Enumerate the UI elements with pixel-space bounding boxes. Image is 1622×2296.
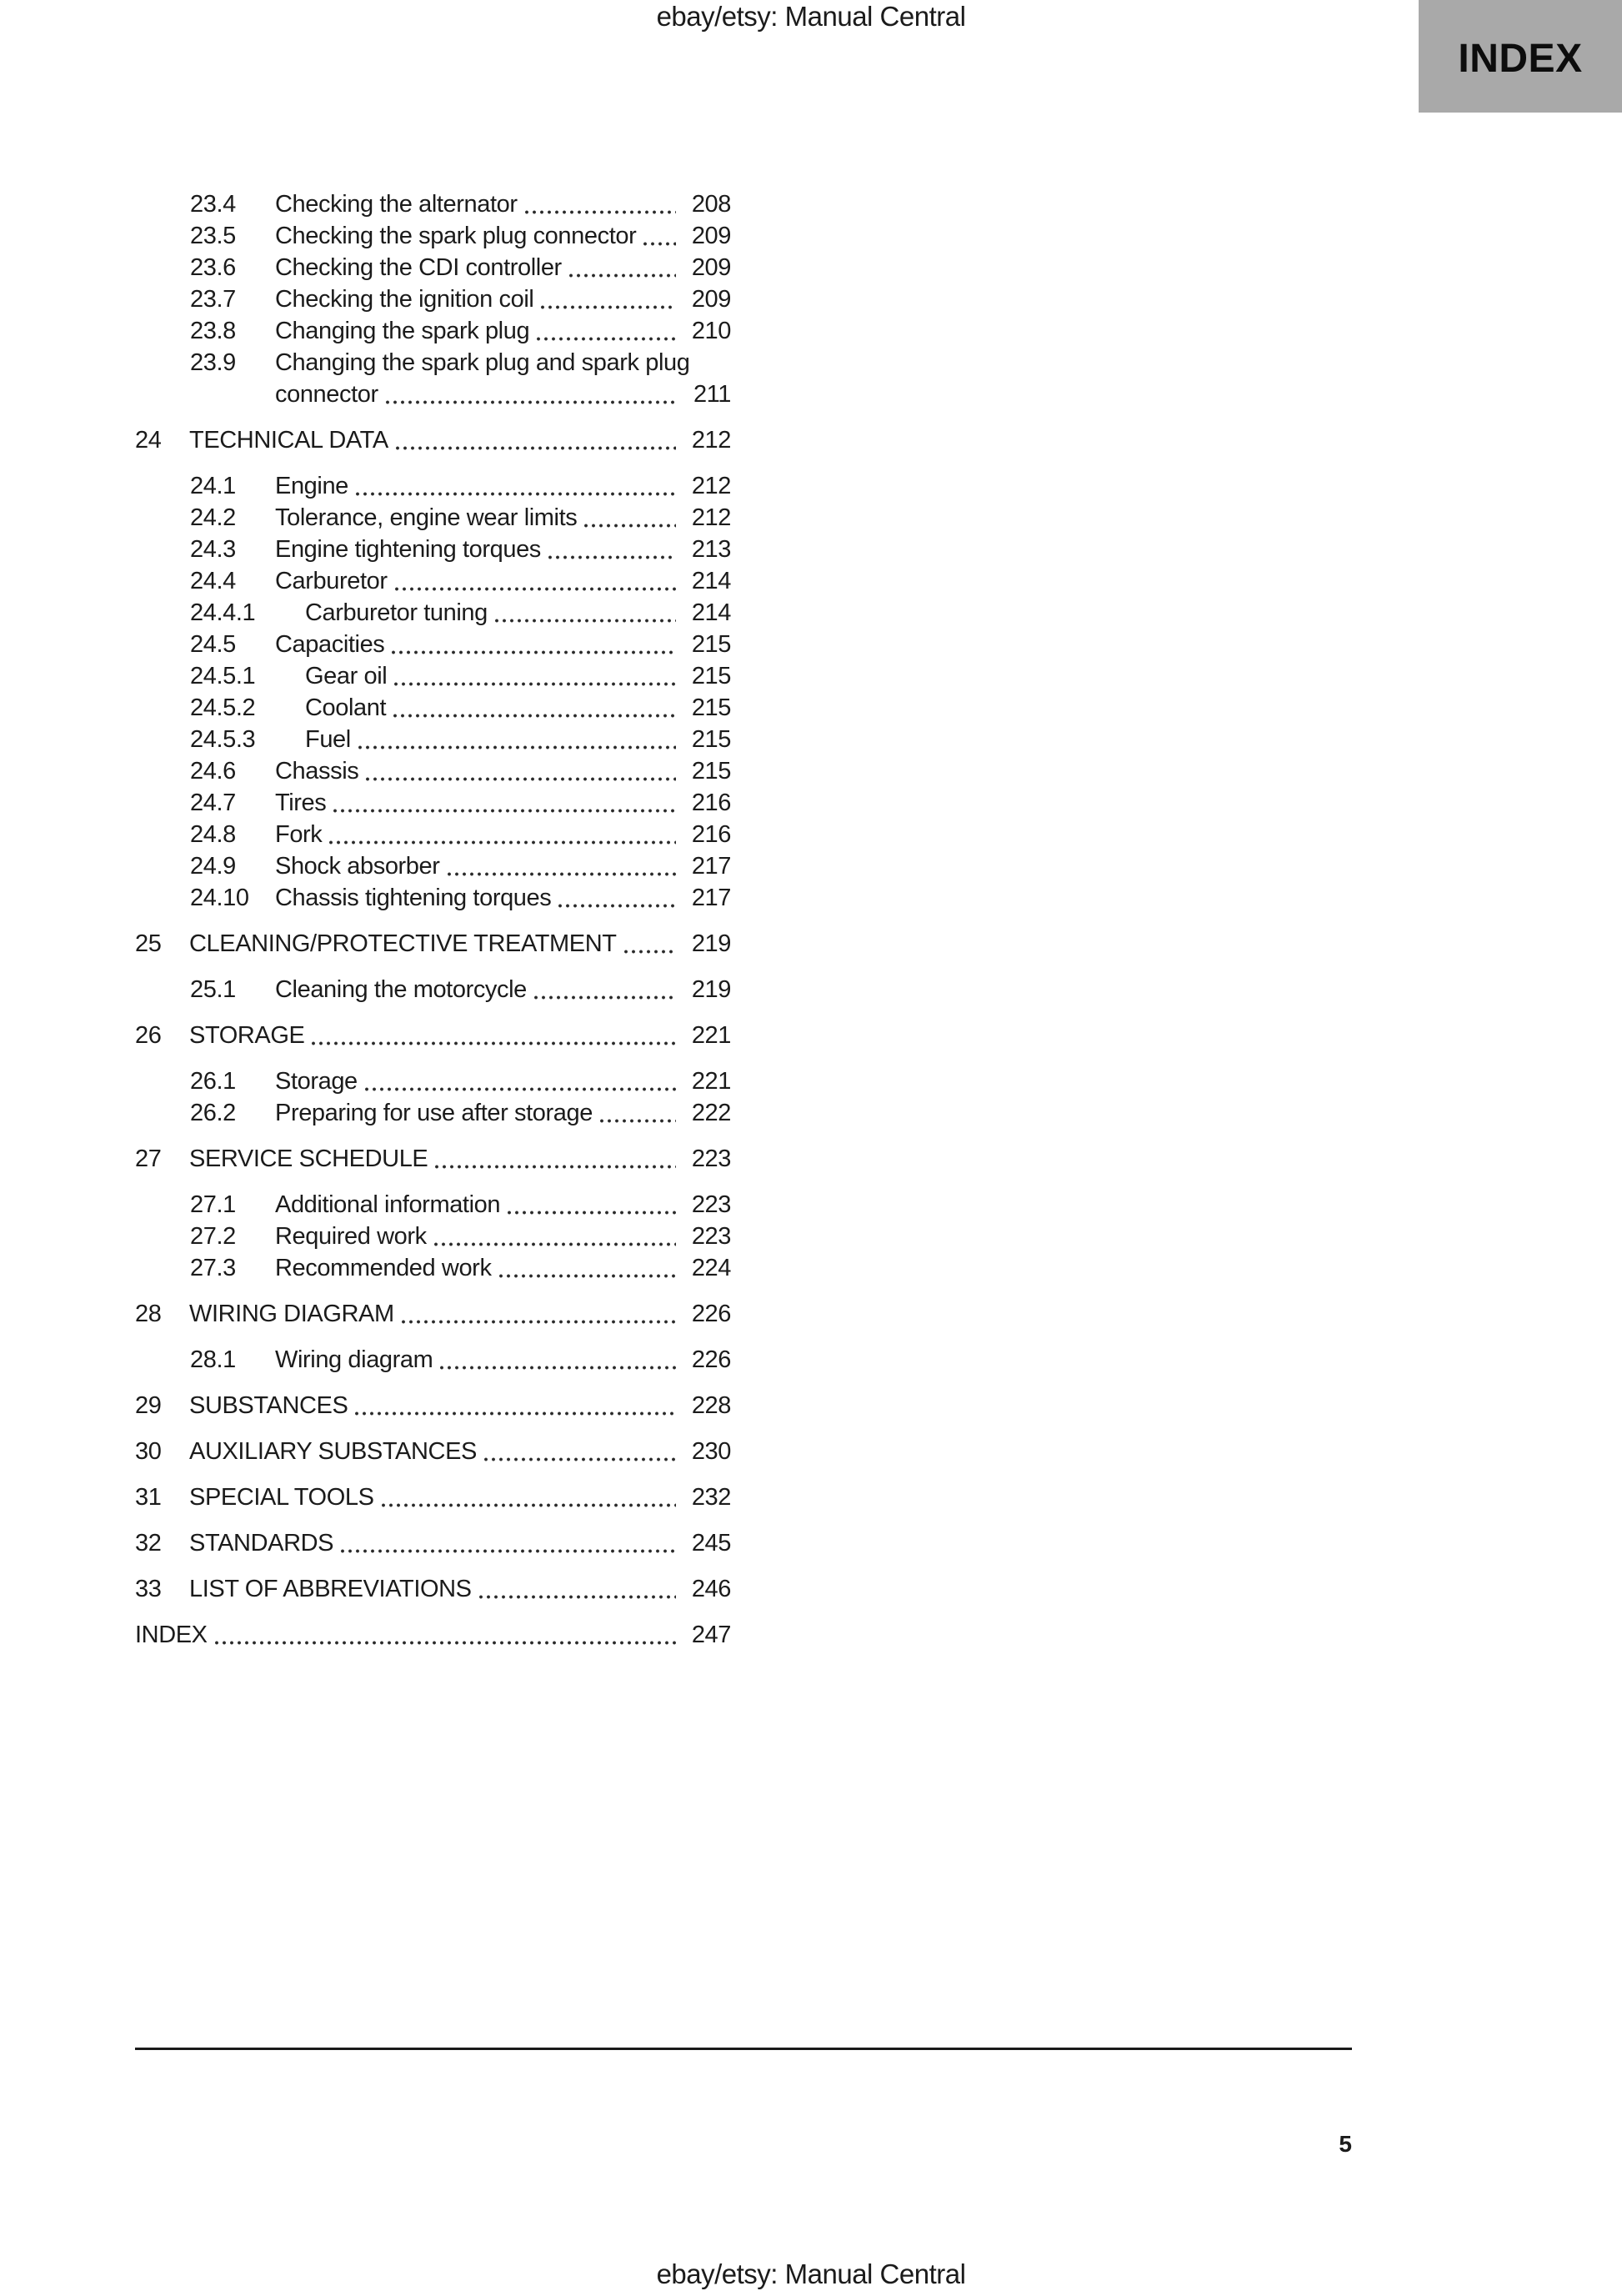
toc-entry-title: Coolant <box>305 694 387 721</box>
toc-entry-number: 28.1 <box>190 1346 236 1373</box>
toc-entry-number: 27.3 <box>190 1255 236 1281</box>
toc-row <box>135 1573 731 1605</box>
dot-leader <box>312 1041 676 1045</box>
toc-entry-number: 24.8 <box>190 821 236 848</box>
toc-row <box>135 315 731 347</box>
toc-entry-page: 223 <box>691 1191 731 1218</box>
dot-leader <box>394 682 676 686</box>
toc-entry-page: 217 <box>691 885 731 911</box>
toc-row <box>135 1298 731 1330</box>
toc-entry-page: 215 <box>691 694 731 721</box>
toc-entry-title: Chassis tightening torques <box>275 885 552 911</box>
toc-entry-number: 24.6 <box>190 758 236 785</box>
dot-leader <box>558 904 676 908</box>
toc-entry-page: 209 <box>691 254 731 281</box>
toc-entry-number: 30 <box>135 1438 162 1465</box>
toc-list <box>135 188 731 1665</box>
toc-entry-title: Chassis <box>275 758 359 785</box>
toc-entry-title: AUXILIARY SUBSTANCES <box>189 1438 477 1465</box>
toc-entry-title: Checking the spark plug connector <box>275 223 637 249</box>
dot-leader <box>382 1503 676 1507</box>
dot-leader <box>366 777 676 781</box>
toc-row <box>135 660 731 692</box>
toc-row <box>135 1344 731 1376</box>
toc-entry-title: Gear oil <box>305 663 388 689</box>
toc-entry-number: 24.2 <box>190 504 236 531</box>
toc-row <box>135 724 731 755</box>
toc-entry-number: 24.5 <box>190 631 236 658</box>
toc-entry-page: 210 <box>691 318 731 344</box>
dot-leader <box>386 400 676 404</box>
dot-leader <box>624 950 676 954</box>
toc-entry-title: Capacities <box>275 631 385 658</box>
toc-row <box>135 819 731 850</box>
dot-leader <box>440 1366 676 1370</box>
toc-entry-page: 209 <box>691 286 731 313</box>
toc-row <box>135 928 731 960</box>
toc-row <box>135 565 731 597</box>
toc-entry-page: 219 <box>691 930 731 957</box>
toc-entry-number: 24.1 <box>190 473 236 499</box>
toc-entry-page: 226 <box>691 1346 731 1373</box>
dot-leader <box>643 242 676 246</box>
toc-entry-page: 228 <box>691 1392 731 1419</box>
toc-entry-page: 221 <box>691 1022 731 1049</box>
dot-leader <box>541 305 676 309</box>
toc-entry-number: 27.1 <box>190 1191 236 1218</box>
toc-row <box>135 1527 731 1559</box>
dot-leader <box>358 745 676 749</box>
toc-entry-number: 33 <box>135 1576 162 1602</box>
toc-row <box>135 1065 731 1097</box>
toc-entry-page: 247 <box>691 1622 731 1648</box>
toc-entry-page: 246 <box>691 1576 731 1602</box>
toc-row <box>135 755 731 787</box>
toc-row-continuation <box>135 378 731 410</box>
dot-leader <box>569 273 676 278</box>
toc-row <box>135 502 731 534</box>
toc-entry-page: 212 <box>691 427 731 454</box>
toc-entry-number: 24.4.1 <box>190 599 256 626</box>
toc-row <box>135 1143 731 1175</box>
toc-entry-title: Preparing for use after storage <box>275 1100 593 1126</box>
footer-title: ebay/etsy: Manual Central <box>656 2258 966 2289</box>
toc-row <box>135 1619 731 1651</box>
dot-leader <box>448 872 676 876</box>
toc-entry-number: 27.2 <box>190 1223 236 1250</box>
dot-leader <box>534 995 676 1000</box>
toc-entry-page: 212 <box>691 473 731 499</box>
toc-entry-number: 24.4 <box>190 568 236 594</box>
dot-leader <box>329 840 676 845</box>
dot-leader <box>484 1457 676 1461</box>
toc-entry-page: 226 <box>691 1301 731 1327</box>
toc-entry-page: 216 <box>691 821 731 848</box>
toc-entry-title: Recommended work <box>275 1255 492 1281</box>
toc-entry-page: 211 <box>693 381 731 408</box>
toc-entry-title: Carburetor <box>275 568 388 594</box>
page-number: 5 <box>1339 2131 1352 2157</box>
toc-entry-title: Storage <box>275 1068 358 1095</box>
header-title: ebay/etsy: Manual Central <box>656 1 966 32</box>
toc-row <box>135 1481 731 1513</box>
dot-leader <box>396 446 676 450</box>
dot-leader <box>356 492 676 496</box>
toc-row <box>135 1390 731 1421</box>
toc-entry-page: 215 <box>691 631 731 658</box>
toc-entry-title: SPECIAL TOOLS <box>189 1484 374 1511</box>
toc-entry-page: 216 <box>691 790 731 816</box>
toc-entry-title-continuation: connector <box>275 381 378 408</box>
toc-entry-number: 24.3 <box>190 536 236 563</box>
toc-entry-number: 31 <box>135 1484 162 1511</box>
toc-row <box>135 347 731 378</box>
dot-leader <box>548 555 676 559</box>
toc-entry-page: 208 <box>691 191 731 218</box>
dot-leader <box>355 1411 676 1416</box>
toc-entry-title: Tolerance, engine wear limits <box>275 504 578 531</box>
toc-entry-number: 24.5.1 <box>190 663 256 689</box>
toc-entry-page: 217 <box>691 853 731 880</box>
toc-entry-title: Fork <box>275 821 323 848</box>
index-tab <box>1419 0 1622 113</box>
toc-entry-page: 245 <box>691 1530 731 1557</box>
toc-entry-title: Changing the spark plug <box>275 318 530 344</box>
toc-row <box>135 629 731 660</box>
toc-entry-title: Fuel <box>305 726 351 753</box>
toc-entry-page: 223 <box>691 1223 731 1250</box>
toc-entry-number: 26 <box>135 1022 162 1049</box>
toc-entry-page: 215 <box>691 726 731 753</box>
toc-entry-page: 222 <box>691 1100 731 1126</box>
dot-leader <box>600 1119 676 1123</box>
toc-entry-title: Tires <box>275 790 327 816</box>
toc-entry-title: STANDARDS <box>189 1530 334 1557</box>
toc-entry-title: Engine tightening torques <box>275 536 541 563</box>
toc-entry-number: 24.9 <box>190 853 236 880</box>
toc-row <box>135 787 731 819</box>
dot-leader <box>435 1165 676 1169</box>
toc-entry-title: WIRING DIAGRAM <box>189 1301 394 1327</box>
toc-entry-page: 214 <box>691 599 731 626</box>
toc-entry-number: 27 <box>135 1145 162 1172</box>
toc-row <box>135 283 731 315</box>
toc-row <box>135 188 731 220</box>
toc-entry-number: 23.4 <box>190 191 236 218</box>
toc-row <box>135 1221 731 1252</box>
toc-entry-number: 23.7 <box>190 286 236 313</box>
toc-entry-page: 230 <box>691 1438 731 1465</box>
toc-entry-number: 28 <box>135 1301 162 1327</box>
toc-entry-number: 23.9 <box>190 349 236 376</box>
toc-entry-title: Shock absorber <box>275 853 440 880</box>
toc-entry-page: 219 <box>691 976 731 1003</box>
dot-leader <box>395 587 676 591</box>
toc-row <box>135 1020 731 1051</box>
dot-leader <box>215 1641 676 1645</box>
toc-entry-title: Additional information <box>275 1191 501 1218</box>
toc-row <box>135 974 731 1005</box>
toc-entry-number: 32 <box>135 1530 162 1557</box>
toc-entry-page: 209 <box>691 223 731 249</box>
toc-entry-number: 24.5.3 <box>190 726 256 753</box>
dot-leader <box>393 714 676 718</box>
toc-entry-title: SUBSTANCES <box>189 1392 348 1419</box>
toc-entry-page: 221 <box>691 1068 731 1095</box>
toc-entry-title: Changing the spark plug and spark plug <box>275 349 690 376</box>
toc-entry-number: 25.1 <box>190 976 236 1003</box>
toc-entry-number: 24.5.2 <box>190 694 256 721</box>
toc-row <box>135 252 731 283</box>
dot-leader <box>365 1087 676 1091</box>
toc-entry-title: Cleaning the motorcycle <box>275 976 527 1003</box>
toc-entry-title: INDEX <box>135 1622 208 1648</box>
toc-entry-title: CLEANING/PROTECTIVE TREATMENT <box>189 930 617 957</box>
toc-entry-title: Required work <box>275 1223 427 1250</box>
toc-row <box>135 1189 731 1221</box>
toc-row <box>135 220 731 252</box>
toc-entry-title: Checking the ignition coil <box>275 286 534 313</box>
dot-leader <box>537 337 676 341</box>
toc-entry-page: 212 <box>691 504 731 531</box>
toc-entry-page: 213 <box>691 536 731 563</box>
dot-leader <box>508 1211 676 1215</box>
toc-row <box>135 597 731 629</box>
toc-entry-page: 224 <box>691 1255 731 1281</box>
toc-entry-title: Checking the alternator <box>275 191 518 218</box>
footer-rule <box>135 2048 1352 2050</box>
toc-entry-page: 232 <box>691 1484 731 1511</box>
dot-leader <box>333 809 676 813</box>
toc-entry-number: 25 <box>135 930 162 957</box>
toc-row <box>135 470 731 502</box>
toc-entry-number: 23.6 <box>190 254 236 281</box>
dot-leader <box>341 1549 676 1553</box>
toc-entry-number: 23.8 <box>190 318 236 344</box>
dot-leader <box>392 650 676 654</box>
dot-leader <box>479 1595 676 1599</box>
toc-row <box>135 1252 731 1284</box>
toc-row <box>135 1436 731 1467</box>
toc-row <box>135 1097 731 1129</box>
toc-row <box>135 882 731 914</box>
toc-row <box>135 692 731 724</box>
toc-entry-title: LIST OF ABBREVIATIONS <box>189 1576 472 1602</box>
toc-entry-number: 26.1 <box>190 1068 236 1095</box>
toc-entry-title: Carburetor tuning <box>305 599 488 626</box>
dot-leader <box>434 1242 676 1246</box>
toc-entry-page: 215 <box>691 663 731 689</box>
dot-leader <box>495 619 676 623</box>
toc-entry-title: SERVICE SCHEDULE <box>189 1145 428 1172</box>
toc-entry-number: 24.7 <box>190 790 236 816</box>
toc-entry-title: Wiring diagram <box>275 1346 433 1373</box>
toc-entry-title: Engine <box>275 473 348 499</box>
toc-entry-page: 214 <box>691 568 731 594</box>
dot-leader <box>402 1320 676 1324</box>
toc-row <box>135 424 731 456</box>
toc-entry-title: Checking the CDI controller <box>275 254 562 281</box>
toc-entry-title: TECHNICAL DATA <box>189 427 388 454</box>
toc-entry-title: STORAGE <box>189 1022 305 1049</box>
toc-entry-number: 23.5 <box>190 223 236 249</box>
toc-row <box>135 534 731 565</box>
toc-entry-page: 223 <box>691 1145 731 1172</box>
dot-leader <box>525 210 676 214</box>
toc-entry-number: 29 <box>135 1392 162 1419</box>
toc-entry-page: 215 <box>691 758 731 785</box>
toc-entry-number: 26.2 <box>190 1100 236 1126</box>
toc-entry-number: 24 <box>135 427 162 454</box>
dot-leader <box>584 524 676 528</box>
toc-entry-number: 24.10 <box>190 885 249 911</box>
index-tab-label: INDEX <box>1458 37 1583 81</box>
toc-row <box>135 850 731 882</box>
dot-leader <box>499 1274 676 1278</box>
